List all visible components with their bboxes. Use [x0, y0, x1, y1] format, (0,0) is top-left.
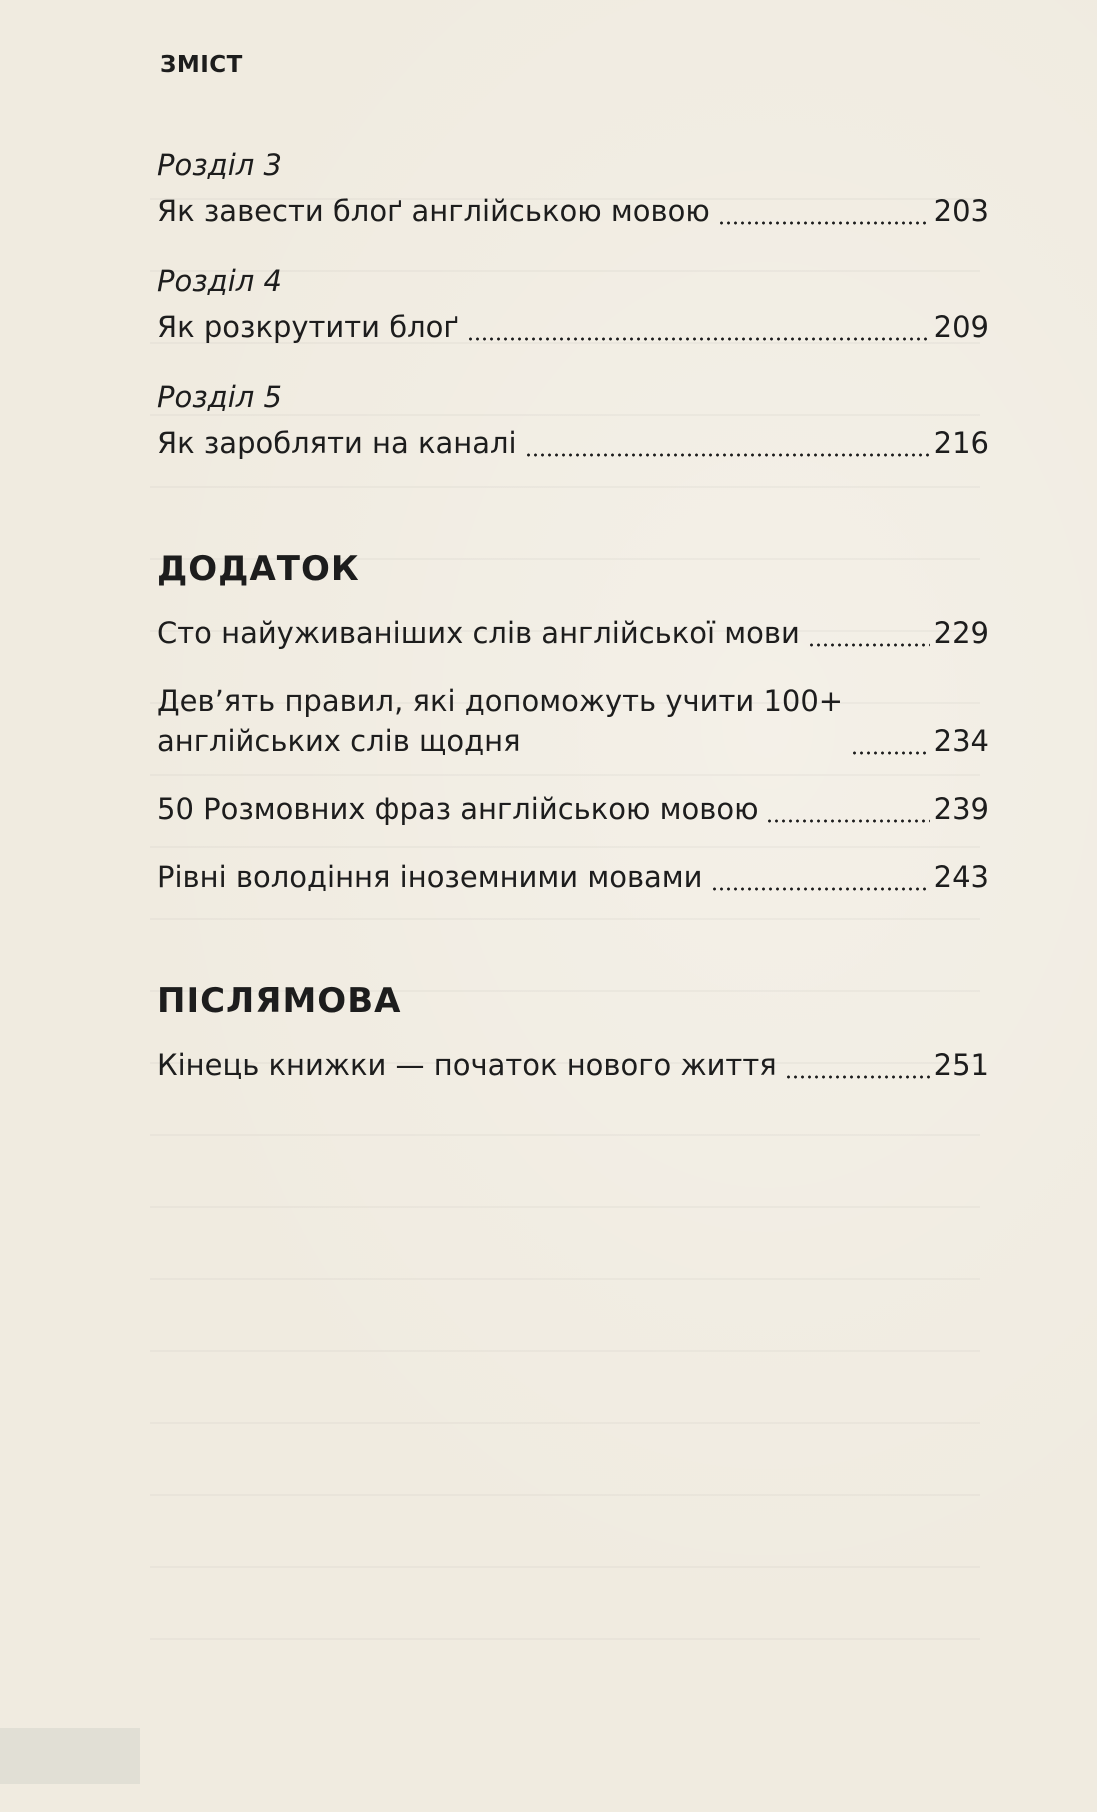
toc-chapter-3 [157, 145, 989, 231]
entry-title: Як завести блоґ англійською мовою [157, 194, 710, 228]
toc-entry[interactable] [157, 191, 989, 231]
page-header: ЗМІСТ [160, 52, 243, 78]
dot-leader [525, 423, 930, 463]
scan-corner-patch [0, 1728, 140, 1784]
entry-page-number: 209 [933, 310, 989, 344]
entry-page-number: 251 [933, 1048, 989, 1082]
entry-title [157, 681, 843, 761]
afterword-section [157, 979, 989, 1085]
entry-page-number: 234 [933, 724, 989, 758]
toc-chapter-4 [157, 261, 989, 347]
toc-entry[interactable] [157, 613, 989, 653]
entry-page-number: 239 [933, 792, 989, 826]
entry-title: 50 Розмовних фраз англійською мовою [157, 792, 759, 826]
table-of-contents [157, 145, 989, 1113]
toc-entry[interactable] [157, 1045, 989, 1085]
toc-entry[interactable] [157, 681, 989, 761]
entry-title: Як заробляти на каналі [157, 426, 517, 460]
entry-page-number: 216 [933, 426, 989, 460]
entry-page-number: 203 [933, 194, 989, 228]
toc-chapter-5 [157, 377, 989, 463]
entry-title: Рівні володіння іноземними мовами [157, 860, 703, 894]
section-heading: ДОДАТОК [157, 549, 360, 589]
chapter-label: Розділ 5 [157, 380, 282, 414]
entry-page-number: 243 [933, 860, 989, 894]
toc-entry[interactable] [157, 857, 989, 897]
entry-title: Як розкрутити блоґ [157, 310, 459, 344]
toc-entry[interactable] [157, 307, 989, 347]
dot-leader [467, 307, 930, 347]
dot-leader [851, 721, 930, 761]
dot-leader [766, 789, 929, 829]
dot-leader [785, 1045, 930, 1085]
entry-title-line: Дев’ять правил, які допоможуть учити 100+ [157, 684, 844, 718]
dot-leader [718, 191, 930, 231]
toc-entry[interactable] [157, 789, 989, 829]
chapter-label: Розділ 4 [157, 264, 282, 298]
dot-leader [808, 613, 930, 653]
entry-title: Кінець книжки — початок нового життя [157, 1048, 777, 1082]
toc-entry[interactable] [157, 423, 989, 463]
entry-title-line: англійських слів щодня [157, 724, 521, 758]
dot-leader [711, 857, 930, 897]
entry-page-number: 229 [933, 616, 989, 650]
chapter-label: Розділ 3 [157, 148, 282, 182]
entry-title: Сто найуживаніших слів англійської мови [157, 616, 800, 650]
section-heading: ПІСЛЯМОВА [157, 981, 402, 1021]
appendix-section [157, 547, 989, 897]
